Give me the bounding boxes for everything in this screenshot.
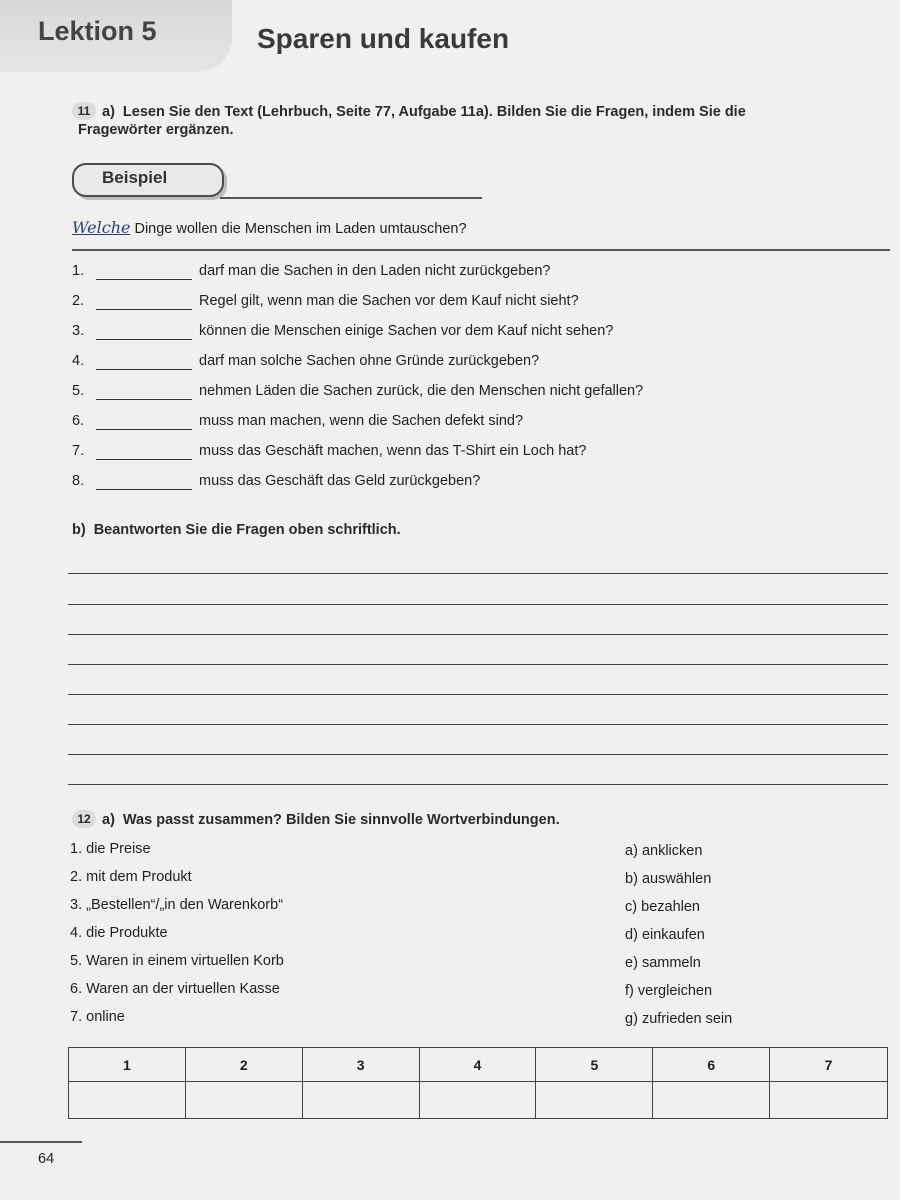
item-number: 2. xyxy=(70,869,83,885)
answer-blank[interactable] xyxy=(96,383,192,400)
question-text: darf man solche Sachen ohne Gründe zurückgeben? xyxy=(199,353,540,369)
item-text: vergleichen xyxy=(637,983,713,999)
item-letter: g) xyxy=(625,1011,638,1027)
answer-blank[interactable] xyxy=(96,293,192,310)
item-text: bezahlen xyxy=(641,899,700,915)
answer-grid xyxy=(68,1047,888,1119)
item-text: die Preise xyxy=(86,841,151,857)
example-divider xyxy=(72,249,890,251)
match-right-item xyxy=(625,871,711,887)
item-text: einkaufen xyxy=(641,927,705,943)
task-12a-instruction xyxy=(72,810,560,830)
item-text: online xyxy=(86,1009,125,1025)
item-number: 7. xyxy=(70,1009,83,1025)
writing-line[interactable] xyxy=(68,694,888,695)
example-handwritten-answer: Welche xyxy=(72,218,131,237)
beispiel-underline xyxy=(220,197,482,199)
beispiel-label: Beispiel xyxy=(102,168,168,187)
task-11a-instruction xyxy=(72,102,897,122)
item-text: auswählen xyxy=(641,871,712,887)
lesson-label: Lektion 5 xyxy=(38,16,157,46)
grid-answer-cell[interactable] xyxy=(653,1082,770,1118)
question-text: nehmen Läden die Sachen zurück, die den Menschen nicht gefallen? xyxy=(199,383,644,399)
match-right-item xyxy=(625,927,705,943)
match-left-item xyxy=(70,925,168,941)
example-text: Dinge wollen die Menschen im Laden umtauschen? xyxy=(134,221,467,237)
task-number-badge: 11 xyxy=(72,102,96,120)
item-number: 5. xyxy=(70,953,83,969)
item-number: 3. xyxy=(70,897,83,913)
match-left-item xyxy=(70,1009,125,1025)
item-letter: c) xyxy=(625,899,638,915)
task-11b-instruction xyxy=(72,521,401,540)
question-text: können die Menschen einige Sachen vor dem Kauf nicht sehen? xyxy=(199,323,614,339)
writing-line[interactable] xyxy=(68,754,888,755)
item-text: Waren an der virtuellen Kasse xyxy=(86,981,280,997)
question-text: muss man machen, wenn die Sachen defekt sind? xyxy=(199,413,524,429)
beispiel-section xyxy=(72,163,482,201)
page-number: 64 xyxy=(38,1151,55,1167)
writing-line[interactable] xyxy=(68,634,888,635)
question-text: Regel gilt, wenn man die Sachen vor dem Kauf nicht sieht? xyxy=(199,293,579,309)
grid-answer-cell[interactable] xyxy=(186,1082,303,1118)
item-text: Waren in einem virtuellen Korb xyxy=(86,953,284,969)
writing-line[interactable] xyxy=(68,604,888,605)
grid-header-cell: 7 xyxy=(770,1048,887,1082)
question-number: 5. xyxy=(72,383,85,399)
item-letter: b) xyxy=(625,871,638,887)
item-letter: d) xyxy=(625,927,638,943)
subtask-letter: b) xyxy=(72,522,86,538)
item-number: 6. xyxy=(70,981,83,997)
grid-answer-cell[interactable] xyxy=(303,1082,420,1118)
answer-blank[interactable] xyxy=(96,443,192,460)
grid-answer-cell[interactable] xyxy=(536,1082,653,1118)
item-text: sammeln xyxy=(641,955,701,971)
item-number: 4. xyxy=(70,925,83,941)
grid-answer-cell[interactable] xyxy=(420,1082,537,1118)
item-letter: e) xyxy=(625,955,638,971)
answer-blank[interactable] xyxy=(96,323,192,340)
match-left-item xyxy=(70,841,151,857)
writing-line[interactable] xyxy=(68,573,888,574)
answer-blank[interactable] xyxy=(96,413,192,430)
question-number: 4. xyxy=(72,353,85,369)
writing-line[interactable] xyxy=(68,784,888,785)
grid-header-cell: 3 xyxy=(303,1048,420,1082)
question-number: 2. xyxy=(72,293,85,309)
answer-blank[interactable] xyxy=(96,263,192,280)
item-text: die Produkte xyxy=(86,925,168,941)
item-text: anklicken xyxy=(641,843,703,859)
match-left-item xyxy=(70,897,283,913)
question-number: 7. xyxy=(72,443,85,459)
page-title: Sparen und kaufen xyxy=(257,23,510,54)
match-left-item xyxy=(70,869,192,885)
question-number: 6. xyxy=(72,413,85,429)
grid-header-cell: 4 xyxy=(420,1048,537,1082)
item-letter: f) xyxy=(625,983,634,999)
grid-answer-cell[interactable] xyxy=(69,1082,186,1118)
page-number-rule xyxy=(0,1141,82,1143)
question-number: 8. xyxy=(72,473,85,489)
match-right-item xyxy=(625,983,712,999)
question-text: muss das Geschäft das Geld zurückgeben? xyxy=(199,473,481,489)
task-12a-text: Was passt zusammen? Bilden Sie sinnvolle Wortverbindungen. xyxy=(122,812,560,828)
grid-header-cell: 1 xyxy=(69,1048,186,1082)
grid-header-cell: 5 xyxy=(536,1048,653,1082)
question-number: 1. xyxy=(72,263,85,279)
task-11a-text-line2: Fragewörter ergänzen. xyxy=(78,122,234,138)
answer-blank[interactable] xyxy=(96,353,192,370)
grid-answer-cell[interactable] xyxy=(770,1082,887,1118)
grid-header-cell: 2 xyxy=(186,1048,303,1082)
match-left-item xyxy=(70,953,284,969)
match-left-item xyxy=(70,981,280,997)
writing-line[interactable] xyxy=(68,664,888,665)
item-letter: a) xyxy=(625,843,638,859)
item-text: „Bestellen“/„in den Warenkorb“ xyxy=(86,897,284,913)
item-text: mit dem Produkt xyxy=(86,869,192,885)
match-right-item xyxy=(625,843,702,859)
subtask-letter: a) xyxy=(102,812,115,828)
task-11a-text-line1: Lesen Sie den Text (Lehrbuch, Seite 77, Aufgabe 11a). Bilden Sie die Fragen, indem Sie die xyxy=(122,104,746,120)
subtask-letter: a) xyxy=(102,104,115,120)
question-number: 3. xyxy=(72,323,85,339)
task-11b-text: Beantworten Sie die Fragen oben schriftlich. xyxy=(93,522,401,538)
answer-blank[interactable] xyxy=(96,473,192,490)
item-text: zufrieden sein xyxy=(641,1011,733,1027)
match-right-item xyxy=(625,899,700,915)
question-text: muss das Geschäft machen, wenn das T-Shirt ein Loch hat? xyxy=(199,443,587,459)
grid-header-cell: 6 xyxy=(653,1048,770,1082)
question-text: darf man die Sachen in den Laden nicht zurückgeben? xyxy=(199,263,551,279)
match-right-item xyxy=(625,1011,732,1027)
task-number-badge: 12 xyxy=(72,810,96,828)
match-right-item xyxy=(625,955,701,971)
example-sentence xyxy=(72,218,467,237)
item-number: 1. xyxy=(70,841,83,857)
writing-line[interactable] xyxy=(68,724,888,725)
